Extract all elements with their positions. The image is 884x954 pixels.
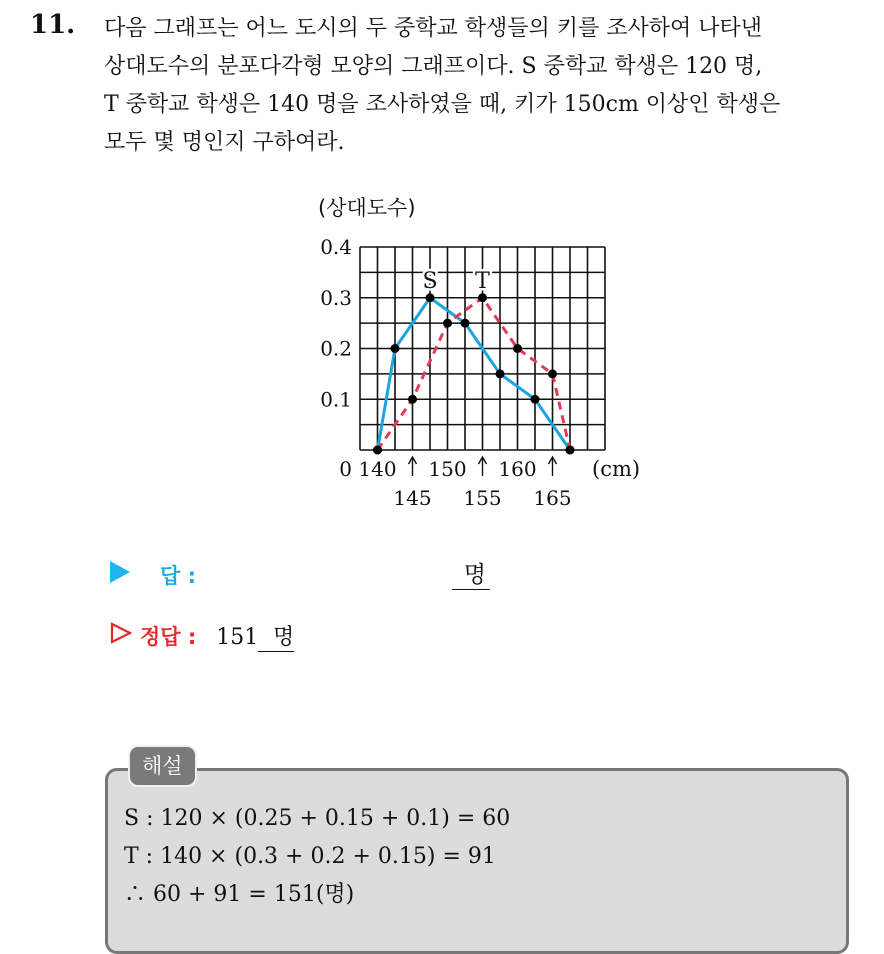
question-text — [104, 10, 874, 162]
x-tick-label-bottom: 145 — [393, 486, 432, 510]
data-point-S — [496, 369, 505, 378]
correct-answer-label: 정답 : — [140, 625, 197, 649]
x-tick-label-bottom: 165 — [533, 486, 572, 510]
y-tick-label: 0.2 — [320, 336, 352, 361]
data-point-S — [461, 319, 470, 328]
correct-answer-unit: 명 — [258, 620, 294, 652]
x-axis-label: (cm) — [592, 457, 641, 481]
hollow-arrow-icon — [110, 622, 132, 644]
question-number: 11. — [30, 10, 76, 40]
y-axis-label: (상대도수) — [318, 196, 416, 220]
x-tick-label: 160 — [498, 457, 537, 481]
x-tick-label: 140 — [358, 457, 397, 481]
answer-blank[interactable]: 명 — [452, 556, 490, 590]
correct-answer-row — [110, 620, 294, 652]
series-label-S: S — [422, 268, 438, 294]
data-point-T — [478, 293, 487, 302]
data-point-S — [531, 395, 540, 404]
y-tick-label: 0.1 — [320, 387, 352, 412]
origin-label: 0 — [339, 457, 352, 481]
answer-row — [110, 560, 196, 590]
data-point-T — [566, 446, 575, 455]
question-line: 상대도수의 분포다각형 모양의 그래프이다. S 중학교 학생은 120 명, — [104, 54, 763, 79]
x-tick-label-bottom: 155 — [463, 486, 502, 510]
data-point-T — [408, 395, 417, 404]
answer-label: 답 : — [160, 564, 196, 588]
y-tick-label: 0.4 — [320, 235, 352, 259]
explanation-line: ∴ 60 + 91 = 151(명) — [124, 882, 355, 907]
explanation-line: S : 120 × (0.25 + 0.15 + 0.1) = 60 — [124, 806, 511, 831]
data-point-T — [513, 344, 522, 353]
data-point-T — [548, 369, 557, 378]
data-point-S — [391, 344, 400, 353]
y-tick-label: 0.3 — [320, 285, 352, 310]
correct-answer-value: 151 — [216, 625, 259, 650]
question-line: 모두 몇 명인지 구하여라. — [104, 130, 345, 155]
question-line: 다음 그래프는 어느 도시의 두 중학교 학생들의 키를 조사하여 나타낸 — [104, 16, 762, 41]
explanation-line: T : 140 × (0.3 + 0.2 + 0.15) = 91 — [124, 844, 496, 869]
frequency-polygon-chart — [300, 185, 660, 515]
data-point-S — [426, 293, 435, 302]
data-point-T — [373, 446, 382, 455]
explanation-lines — [124, 800, 510, 914]
data-point-T — [443, 319, 452, 328]
explanation-tag: 해설 — [128, 745, 197, 787]
play-arrow-icon — [110, 561, 130, 583]
series-label-T: T — [475, 268, 490, 294]
x-tick-label: 150 — [428, 457, 467, 481]
question-line: T 중학교 학생은 140 명을 조사하였을 때, 키가 150cm 이상인 학생은 — [104, 92, 781, 117]
